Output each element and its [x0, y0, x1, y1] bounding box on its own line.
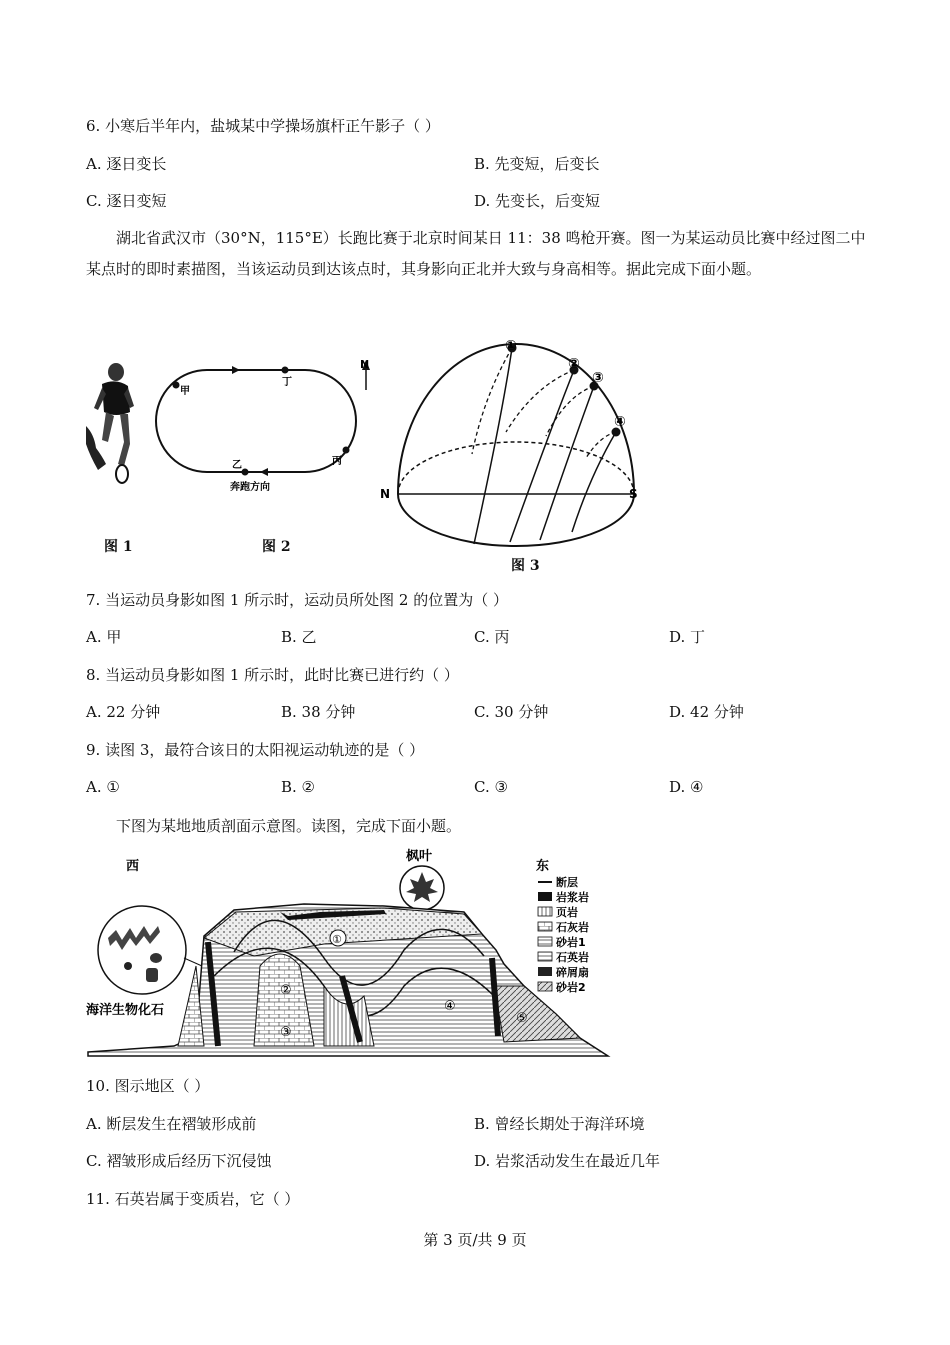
q7-option-c: C. 丙: [474, 628, 510, 646]
direction-west-label: 西: [126, 859, 140, 874]
legend-fault: 断层: [556, 876, 578, 889]
stratum-label-2: ②: [280, 983, 292, 998]
direction-east-label: 东: [536, 859, 550, 874]
figure-1-runner: [84, 360, 134, 490]
q9-option-b: B. ②: [281, 778, 316, 796]
q10-stem: 10. 图示地区（ ）: [86, 1077, 210, 1095]
geologic-cross-section: [84, 846, 614, 1060]
stratum-label-5: ⑤: [516, 1011, 528, 1026]
page-footer: 第 3 页/共 9 页: [423, 1231, 527, 1249]
figure-3-sun-path-sphere: [376, 336, 646, 550]
marine-fossil-label: 海洋生物化石: [86, 1003, 165, 1018]
legend-magmatic-rock: 岩浆岩: [556, 891, 589, 904]
legend-shale: 页岩: [556, 906, 578, 919]
q10-option-a: A. 断层发生在褶皱形成前: [86, 1115, 257, 1133]
passage-geologic-section: 下图为某地地质剖面示意图。读图，完成下面小题。: [116, 817, 462, 835]
q6-option-d: D. 先变长，后变短: [474, 192, 601, 210]
sun-path-label-1: ①: [505, 338, 517, 354]
direction-arrow-top-icon: [232, 366, 240, 374]
track-point-ding: [282, 367, 289, 374]
q8-option-c: C. 30 分钟: [474, 703, 549, 721]
track-point-bing: [343, 447, 350, 454]
legend-debris-fan: 碎屑扇: [556, 966, 589, 979]
q9-option-a: A. ①: [86, 778, 120, 796]
q8-stem: 8. 当运动员身影如图 1 所示时，此时比赛已进行约（ ）: [86, 666, 459, 684]
track-point-jia: [173, 382, 180, 389]
q9-option-c: C. ③: [474, 778, 508, 796]
figure-2-track: [150, 352, 380, 500]
q7-option-b: B. 乙: [281, 628, 317, 646]
stratum-label-1: ①: [332, 933, 342, 946]
q6-stem: 6. 小寒后半年内，盐城某中学操场旗杆正午影子（ ）: [86, 117, 440, 135]
q6-option-b: B. 先变短，后变长: [474, 155, 600, 173]
sun-path-label-2: ②: [568, 356, 580, 372]
q7-option-a: A. 甲: [86, 628, 122, 646]
legend-sandstone-2: 砂岩2: [556, 981, 586, 994]
geologic-legend: [538, 875, 589, 994]
track-label-ding: 丁: [282, 377, 292, 388]
q10-option-c: C. 褶皱形成后经历下沉侵蚀: [86, 1152, 272, 1170]
stratum-label-3: ③: [280, 1025, 292, 1040]
track-label-jia: 甲: [180, 386, 190, 397]
sun-path-label-4: ④: [614, 414, 626, 430]
q6-option-a: A. 逐日变长: [86, 155, 167, 173]
q10-option-b: B. 曾经长期处于海洋环境: [474, 1115, 645, 1133]
legend-quartzite: 石英岩: [556, 951, 589, 964]
track-label-yi: 乙: [232, 460, 242, 471]
q11-stem: 11. 石英岩属于变质岩，它（ ）: [86, 1190, 300, 1208]
track-point-yi: [242, 469, 249, 476]
q8-option-a: A. 22 分钟: [86, 703, 161, 721]
sun-path-label-3: ③: [592, 370, 604, 386]
maple-leaf-label: 枫叶: [406, 849, 433, 864]
legend-sandstone-1: 砂岩1: [556, 936, 586, 949]
running-direction-label: 奔跑方向: [230, 482, 270, 493]
direction-arrow-bottom-icon: [260, 468, 268, 476]
q8-option-d: D. 42 分钟: [669, 703, 744, 721]
q7-stem: 7. 当运动员身影如图 1 所示时，运动员所处图 2 的位置为（ ）: [86, 591, 509, 609]
north-label: N: [360, 358, 370, 371]
track-label-bing: 丙: [332, 456, 342, 467]
q9-option-d: D. ④: [669, 778, 704, 796]
q8-option-b: B. 38 分钟: [281, 703, 356, 721]
q7-option-d: D. 丁: [669, 628, 706, 646]
figure-2-caption: 图 2: [262, 539, 291, 555]
sphere-label-s: S: [629, 487, 638, 501]
figure-3-caption: 图 3: [511, 558, 540, 574]
sphere-label-n: N: [380, 487, 391, 501]
q9-stem: 9. 读图 3，最符合该日的太阳视运动轨迹的是（ ）: [86, 741, 425, 759]
marine-fossil-icon: [98, 906, 186, 994]
q10-option-d: D. 岩浆活动发生在最近几年: [474, 1152, 661, 1170]
q6-option-c: C. 逐日变短: [86, 192, 167, 210]
figure-1-caption: 图 1: [104, 539, 133, 555]
legend-limestone: 石灰岩: [556, 921, 589, 934]
passage-wuhan-marathon: 湖北省武汉市（30°N，115°E）长跑比赛于北京时间某日 11：38 鸣枪开赛。图一为某运动员比赛中经过图二中某点时的即时素描图，当该运动员到达该点时，其身影向正北并大致与身高相等。据此完成下面小题。: [86, 229, 866, 278]
stratum-label-4: ④: [444, 999, 456, 1014]
